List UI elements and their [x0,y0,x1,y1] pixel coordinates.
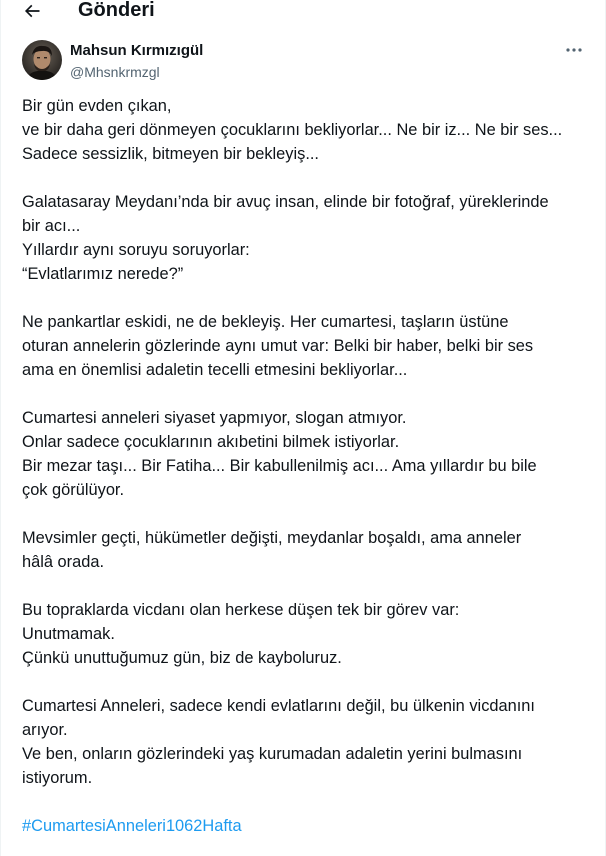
tweet-line: Cumartesi Anneleri, sadece kendi evlatlarını değil, bu ülkenin vicdanını [22,697,535,715]
tweet-line: hâlâ orada. [22,553,105,571]
tweet-line: istiyorum. [22,769,93,787]
more-horizontal-icon [565,47,583,53]
arrow-left-icon [22,1,42,21]
page-title: Gönderi [78,0,155,21]
tweet-line: Galatasaray Meydanı’nda bir avuç insan, elinde bir fotoğraf, yüreklerinde [22,193,549,211]
tweet-line: Yıllardır aynı soruyu soruyorlar: [22,241,250,259]
tweet-paragraph [22,694,592,790]
tweet-line: Cumartesi anneleri siyaset yapmıyor, slogan atmıyor. [22,409,407,427]
tweet-line: Çünkü unuttuğumuz gün, biz de kayboluruz. [22,649,342,667]
tweet-line: ve bir daha geri dönmeyen çocuklarını bekliyorlar... Ne bir iz... Ne bir ses... [22,121,563,139]
tweet-line: Bu topraklarda vicdanı olan herkese düşen tek bir görev var: [22,601,460,619]
tweet-line: Ne pankartlar eskidi, ne de bekleyiş. Her cumartesi, taşların üstüne [22,313,509,331]
tweet-line: çok görülüyor. [22,481,125,499]
tweet-paragraph [22,310,592,382]
tweet-line: Bir gün evden çıkan, [22,97,172,115]
tweet-line: oturan annelerin gözlerinde aynı umut var: Belki bir haber, belki bir ses [22,337,534,355]
tweet-paragraph [22,406,592,502]
avatar-image [22,40,62,80]
tweet-line: “Evlatlarımız nerede?” [22,265,184,283]
tweet-line: Unutmamak. [22,625,115,643]
tweet-line: Ve ben, onların gözlerindeki yaş kurumadan adaletin yerini bulmasını [22,745,523,763]
avatar[interactable] [22,40,62,80]
author-display-name[interactable]: Mahsun Kırmızıgül [70,42,204,59]
author-names [70,42,203,81]
tweet-paragraph [22,94,592,166]
top-bar [1,0,605,26]
hashtag-link[interactable]: #CumartesiAnneleri1062Hafta [22,817,242,835]
tweet-text [22,94,592,838]
tweet-line: Bir mezar taşı... Bir Fatiha... Bir kabullenilmiş acı... Ama yıllardır bu bile [22,457,537,475]
tweet-line: Sadece sessizlik, bitmeyen bir bekleyiş... [22,145,319,163]
more-options-button[interactable] [563,40,585,60]
author-handle[interactable]: @Mhsnkrmzgl [70,64,160,80]
tweet-paragraph [22,598,592,670]
back-button[interactable] [15,0,49,26]
tweet-line: ama en önemlisi adaletin tecelli etmesini bekliyorlar... [22,361,408,379]
tweet-line: bir acı... [22,217,81,235]
tweet-paragraph [22,526,592,574]
tweet-line: arıyor. [22,721,68,739]
tweet-paragraph [22,190,592,286]
tweet-line: Mevsimler geçti, hükümetler değişti, meydanlar boşaldı, ama anneler [22,529,522,547]
tweet-line: Onlar sadece çocuklarının akıbetini bilmek istiyorlar. [22,433,400,451]
author-row [22,40,589,84]
